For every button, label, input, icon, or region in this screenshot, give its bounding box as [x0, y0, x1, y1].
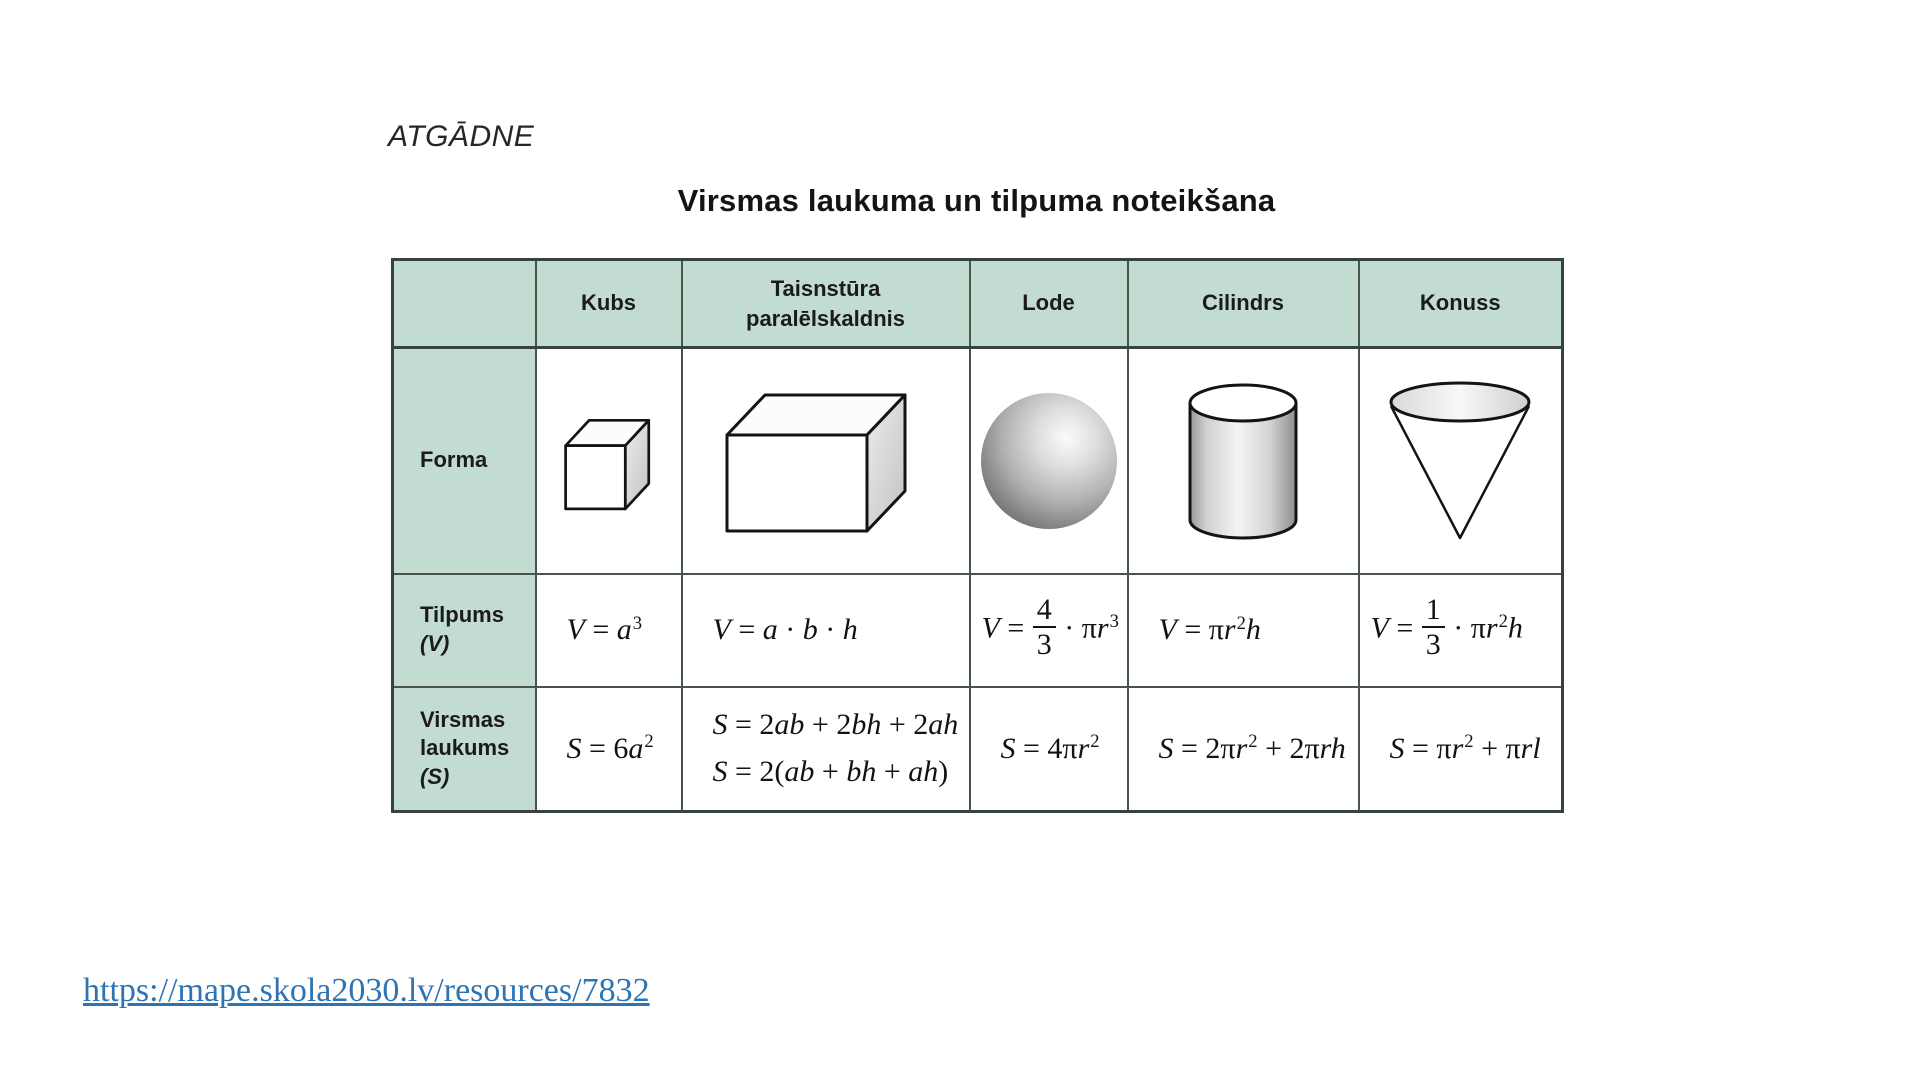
forma-label: Forma	[420, 447, 488, 473]
rectangular-parallelepiped-illustration	[723, 387, 928, 535]
source-link[interactable]: https://mape.skola2030.lv/resources/7832	[83, 972, 650, 1009]
corner-cell	[393, 260, 536, 348]
virsmas-laukums-symbol: (S)	[420, 764, 450, 790]
shape-cell-cube	[536, 348, 682, 574]
surface-formula-cone: $S = \pi r^2 + \pi rl$	[1359, 687, 1563, 812]
volume-formula-sphere: V = $\frac{4}{3}$ · $\pi r^3$	[970, 574, 1128, 687]
column-header-kubs-label: Kubs	[581, 290, 636, 316]
shape-cell-cylinder	[1128, 348, 1359, 574]
formulas-table-wrapper	[391, 258, 1564, 813]
tilpums-symbol: (V)	[420, 631, 450, 656]
surface-formula-rectangular-parallelepiped: S = 2ab + 2bh + 2ah S = 2(ab + bh + ah)	[682, 687, 970, 812]
column-header-taisnstura-paralelskaldnis	[682, 260, 970, 348]
column-header-kubs	[536, 260, 682, 348]
formulas-table	[391, 258, 1564, 813]
cylinder-illustration	[1186, 381, 1300, 541]
sphere-illustration	[979, 391, 1119, 531]
virsmas-laukums-label: Virsmas laukums	[420, 706, 510, 761]
cone-illustration	[1386, 378, 1534, 544]
column-header-lode-label: Lode	[1022, 290, 1075, 316]
surface-formula-cube: $S = 6a^2$	[536, 687, 682, 812]
row-label-forma	[393, 348, 536, 574]
column-header-konuss	[1359, 260, 1563, 348]
tilpums-label: Tilpums	[420, 602, 504, 628]
row-label-virsmas-laukums	[393, 687, 536, 812]
document-label: ATGĀDNE	[388, 120, 535, 153]
row-label-tilpums	[393, 574, 536, 687]
shape-cell-cone	[1359, 348, 1563, 574]
cube-illustration	[562, 409, 656, 513]
surface-formula-sphere: $S = 4\pi r^2$	[970, 687, 1128, 812]
volume-formula-cylinder: $V = \pi r^2h$	[1128, 574, 1359, 687]
column-header-lode	[970, 260, 1128, 348]
shape-cell-rectangular-parallelepiped	[682, 348, 970, 574]
column-header-cilindrs-label: Cilindrs	[1202, 290, 1284, 316]
surface-formula-cylinder: $S = 2\pi r^2 + 2\pi rh$	[1128, 687, 1359, 812]
column-header-taisnstura-label: Taisnstūra paralēlskaldnis	[746, 275, 905, 331]
volume-formula-cone: V = $\frac{1}{3}$ · $\pi r^2h$	[1359, 574, 1563, 687]
volume-formula-rectangular-parallelepiped: V = a · b · h	[682, 574, 970, 687]
shape-cell-sphere	[970, 348, 1128, 574]
column-header-konuss-label: Konuss	[1419, 290, 1501, 316]
page-title: Virsmas laukuma un tilpuma noteikšana	[677, 183, 1276, 218]
column-header-cilindrs	[1128, 260, 1359, 348]
volume-formula-cube: $V = a^3$	[536, 574, 682, 687]
